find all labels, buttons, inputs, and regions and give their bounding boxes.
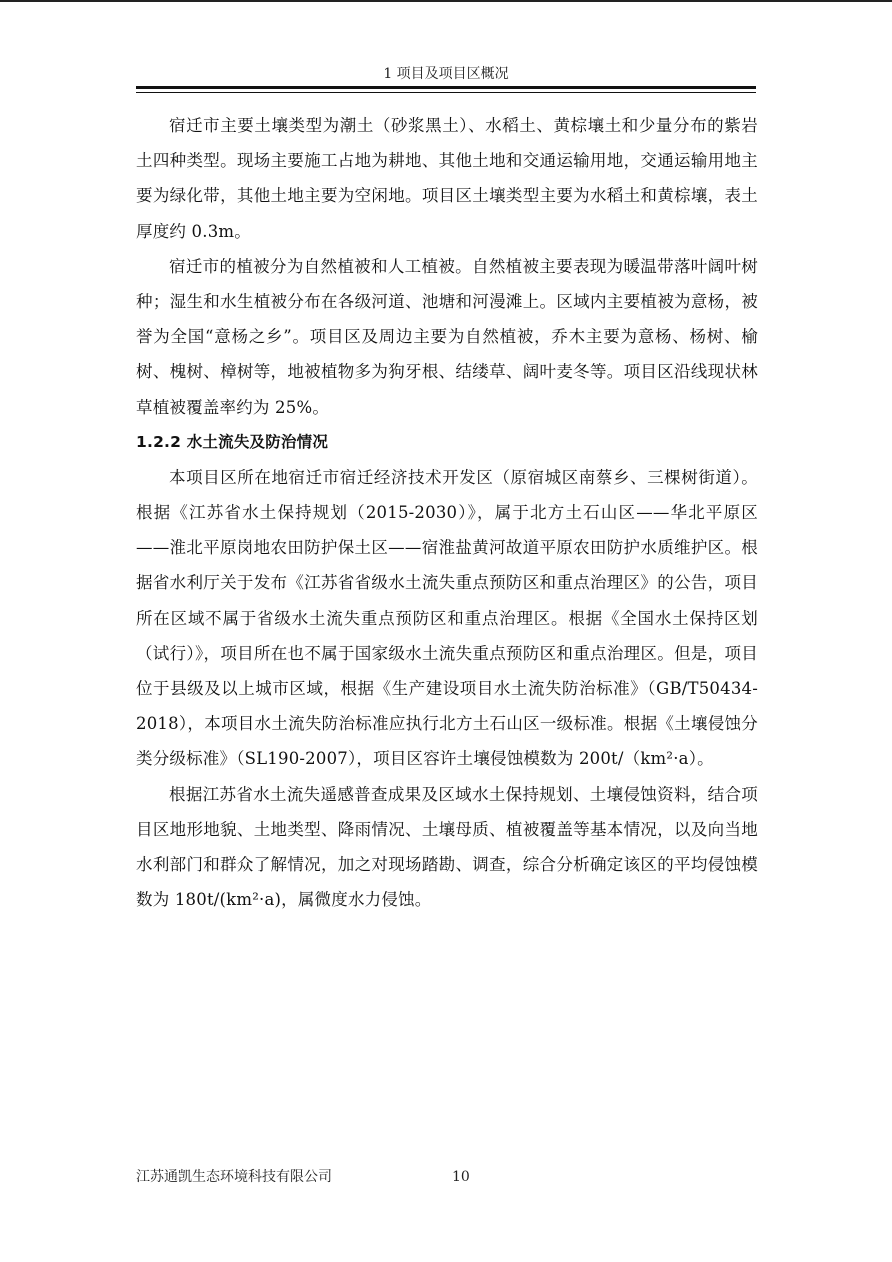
paragraph-soil-types: 宿迁市主要土壤类型为潮土（砂浆黑土）、水稻土、黄棕壤土和少量分布的紫岩土四种类型。现场主要施工占地为耕地、其他土地和交通运输用地，交通运输用地主要为绿化带，其他土地主要为空闲地。项目区土壤类型主要为水稻土和黄棕壤，表土厚度约 0.3m。 — [136, 116, 758, 241]
section-heading: 1.2.2 水土流失及防治情况 — [136, 432, 329, 451]
paragraph-erosion-zoning: 本项目区所在地宿迁市宿迁经济技术开发区（原宿城区南蔡乡、三棵树街道）。根据《江苏省水土保持规划（2015-2030）》，属于北方土石山区——华北平原区——淮北平原岗地农田防护保土区——宿淮盐黄河故道平原农田防护水质维护区。根据省水利厅关于发布《江苏省省级水土流失重点预防区和重点治理区》的公告，项目所在区域不属于省级水土流失重点预防区和重点治理区。根据《全国水土保持区划（试行）》，项目所在也不属于国家级水土流失重点预防区和重点治理区。但是，项目位于县级及以上城市区域，根据《生产建设项目水土流失防治标准》（GB/T50434-2018），本项目水土流失防治标准应执行北方土石山区一级标准。根据《土壤侵蚀分类分级标准》（SL190-2007），项目区容许土壤侵蚀模数为 200t/（km²·a）。 — [136, 467, 758, 769]
paragraph-erosion-modulus: 根据江苏省水土流失遥感普查成果及区域水土保持规划、土壤侵蚀资料，结合项目区地形地貌、土地类型、降雨情况、土壤母质、植被覆盖等基本情况，以及向当地水利部门和群众了解情况，加之对现场踏勘、调查，综合分析确定该区的平均侵蚀模数为 180t/(km²·a)，属微度水力侵蚀。 — [136, 784, 758, 910]
paragraph-vegetation: 宿迁市的植被分为自然植被和人工植被。自然植被主要表现为暖温带落叶阔叶树种；湿生和水生植被分布在各级河道、池塘和河漫滩上。区域内主要植被为意杨，被誉为全国“意杨之乡”。项目区及周边主要为自然植被，乔木主要为意杨、杨树、榆树、槐树、樟树等，地被植物多为狗牙根、结缕草、阔叶麦冬等。项目区沿线现状林草植被覆盖率约为 25%。 — [136, 256, 758, 417]
header-rule-thick — [136, 86, 756, 89]
page-body — [136, 108, 758, 917]
footer-page-number: 10 — [452, 1169, 470, 1185]
footer-company-name: 江苏通凯生态环境科技有限公司 — [136, 1169, 332, 1185]
top-border-line — [0, 0, 892, 2]
page-header-title: 1 项目及项目区概况 — [383, 66, 509, 82]
header-rule-thin — [136, 92, 756, 93]
